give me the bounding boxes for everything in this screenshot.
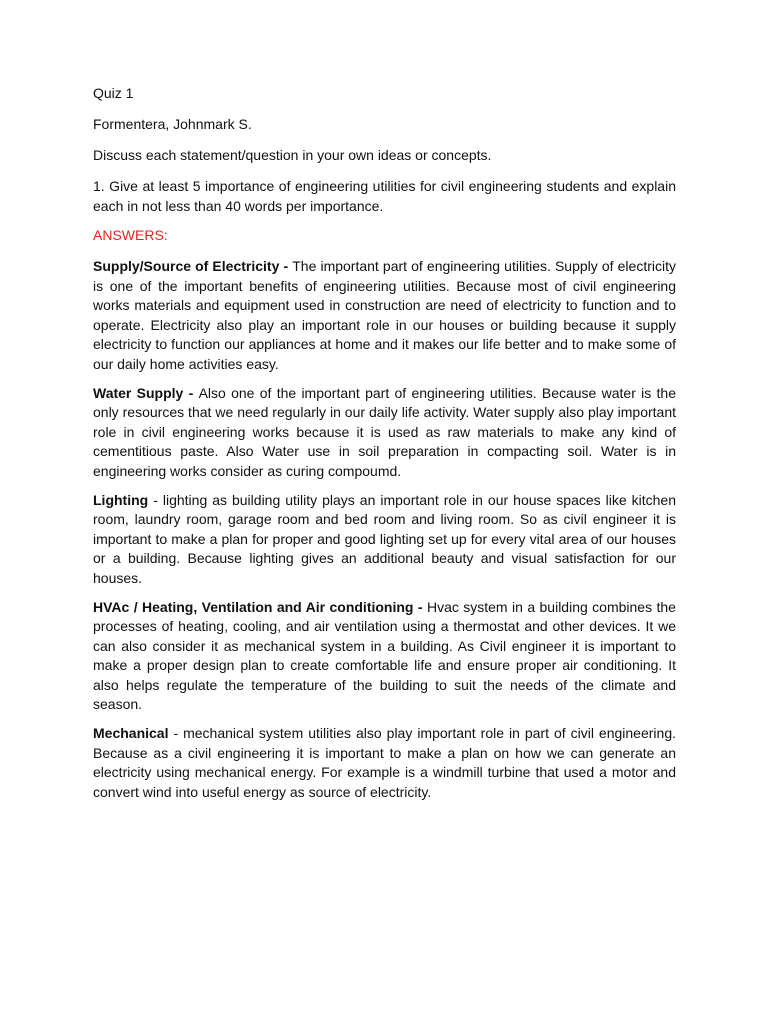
answer-text: Hvac system in a building combines the processes of heating, cooling, and air ventilation using a thermostat and other devices. It we can also consider it as mechanical system in a building. As Civil engineer it is important to make a proper design plan to create comfortable life and ensure proper air conditioning. It also helps regulate the temperature of the building to suit the needs of the climate and season. xyxy=(93,598,676,712)
answer-term: Mechanical xyxy=(93,725,169,741)
answer-text: lighting as building utility plays an important role in our house spaces like kitchen room, laundry room, garage room and bed room and living room. So as civil engineer it is important to make a plan for proper and good lighting set up for every vital area of our houses or a building. Because lighting gives an additional beauty and visual satisfaction for our houses. xyxy=(93,491,676,586)
answer-term: HVAc / Heating, Ventilation and Air conditioning xyxy=(93,598,414,615)
answers-label: ANSWERS: xyxy=(93,226,168,243)
answer-electricity xyxy=(93,257,676,374)
answer-text: The important part of engineering utilities. Supply of electricity is one of the important benefits of engineering utilities. Because most of civil engineering works materials and equipment used in construction are need of electricity to function and to operate. Electricity also play an important role in our houses or building because it supply electricity to function our appliances at home and it makes our life better and to make some of our daily home activities easy. xyxy=(93,258,676,372)
answer-mechanical xyxy=(93,724,676,802)
quiz-title: Quiz 1 xyxy=(93,85,134,101)
answer-separator: - xyxy=(183,384,199,401)
answer-separator: - xyxy=(148,491,163,508)
answer-separator: - xyxy=(413,598,427,615)
instruction-text: Discuss each statement/question in your own ideas or concepts. xyxy=(93,147,492,163)
answer-text: Also one of the important part of engineering utilities. Because water is the only resources that we need regularly in our daily life activity. Water supply also play important role in civil engineering works because it is used as raw materials to make any kind of cementitious paste. Also Water use in soil preparation in compacting soil. Water is in engineering works consider as curing compoumd. xyxy=(93,384,676,479)
answer-text: mechanical system utilities also play important role in part of civil engineering. Because as a civil engineering it is important to make a plan on how we can generate an electricity using mechanical energy. For example is a windmill turbine that used a motor and convert wind into useful energy as source of electricity. xyxy=(93,725,676,800)
answer-water-supply xyxy=(93,384,676,482)
answer-separator: - xyxy=(168,725,184,741)
answer-term: Lighting xyxy=(93,491,149,508)
author-name: Formentera, Johnmark S. xyxy=(93,116,252,132)
answer-hvac xyxy=(93,598,676,715)
answer-term: Water Supply xyxy=(93,384,184,401)
answer-term: Supply/Source of Electricity xyxy=(93,258,280,274)
question-text: 1. Give at least 5 importance of engineering utilities for civil engineering students and explain each in not less than 40 words per importance. xyxy=(93,178,676,214)
answer-lighting xyxy=(93,491,676,589)
answer-separator: - xyxy=(279,258,293,274)
document-page xyxy=(93,84,676,812)
